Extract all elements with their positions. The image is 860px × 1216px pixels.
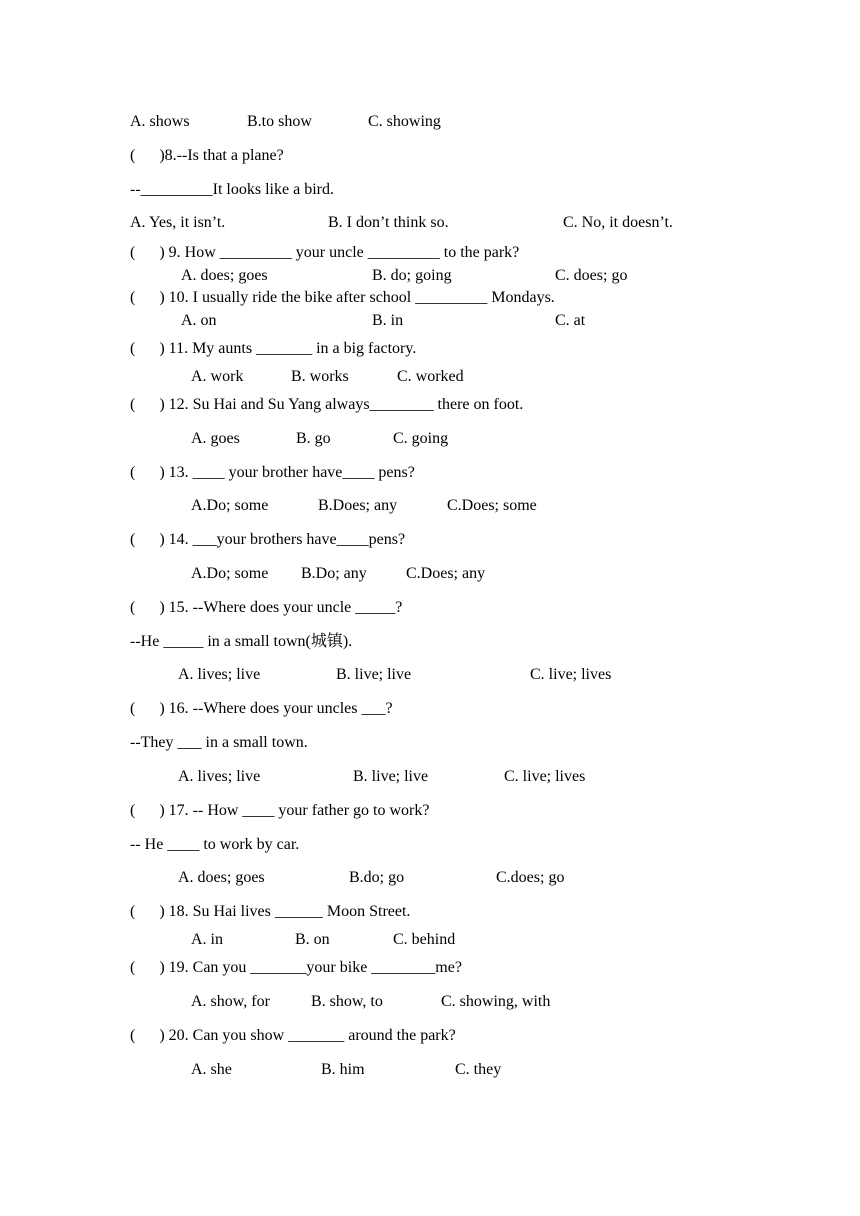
q9-stem: ( ) 9. How _________ your uncle _________ to the park? [130, 244, 520, 261]
q8-response: --_________It looks like a bird. [130, 181, 334, 198]
q18-stem: ( ) 18. Su Hai lives ______ Moon Street. [130, 903, 411, 920]
q8-option-a: A. Yes, it isn’t. [130, 214, 226, 231]
q16-option-b: B. live; live [353, 768, 429, 785]
q12-option-a: A. goes [191, 430, 240, 447]
q19-option-a: A. show, for [191, 993, 270, 1010]
q10-option-c: C. at [555, 312, 586, 329]
q16-option-a: A. lives; live [178, 768, 261, 785]
q19-stem: ( ) 19. Can you _______your bike ________me? [130, 959, 462, 976]
q17-option-b: B.do; go [349, 869, 405, 886]
q7-option-a: A. shows [130, 113, 190, 130]
q16-response: --They ___ in a small town. [130, 734, 308, 751]
q20-option-c: C. they [455, 1061, 502, 1078]
q15-option-a: A. lives; live [178, 666, 261, 683]
q10-option-a: A. on [181, 312, 217, 329]
q17-response: -- He ____ to work by car. [130, 836, 300, 853]
q17-option-c: C.does; go [496, 869, 565, 886]
q13-stem: ( ) 13. ____ your brother have____ pens? [130, 464, 415, 481]
q12-stem: ( ) 12. Su Hai and Su Yang always________ there on foot. [130, 396, 524, 413]
q8-option-c: C. No, it doesn’t. [563, 214, 673, 231]
q9-option-a: A. does; goes [181, 267, 268, 284]
q11-stem: ( ) 11. My aunts _______ in a big factory. [130, 340, 417, 357]
q20-option-a: A. she [191, 1061, 232, 1078]
q14-option-a: A.Do; some [191, 565, 269, 582]
q11-option-a: A. work [191, 368, 244, 385]
q15-option-c: C. live; lives [530, 666, 612, 683]
q13-option-c: C.Does; some [447, 497, 537, 514]
q7-option-b: B.to show [247, 113, 312, 130]
q14-stem: ( ) 14. ___your brothers have____pens? [130, 531, 406, 548]
q19-option-c: C. showing, with [441, 993, 551, 1010]
q7-option-c: C. showing [368, 113, 441, 130]
q15-option-b: B. live; live [336, 666, 412, 683]
q11-option-b: B. works [291, 368, 349, 385]
q15-response: --He _____ in a small town(城镇). [130, 633, 353, 650]
q16-option-c: C. live; lives [504, 768, 586, 785]
q10-stem: ( ) 10. I usually ride the bike after school _________ Mondays. [130, 289, 555, 306]
q17-option-a: A. does; goes [178, 869, 265, 886]
q19-option-b: B. show, to [311, 993, 383, 1010]
q13-option-b: B.Does; any [318, 497, 398, 514]
q15-stem: ( ) 15. --Where does your uncle _____? [130, 599, 403, 616]
q20-option-b: B. him [321, 1061, 365, 1078]
q11-option-c: C. worked [397, 368, 464, 385]
q10-option-b: B. in [372, 312, 404, 329]
q18-option-c: C. behind [393, 931, 456, 948]
q14-option-b: B.Do; any [301, 565, 367, 582]
q9-option-b: B. do; going [372, 267, 452, 284]
q12-option-b: B. go [296, 430, 331, 447]
q8-option-b: B. I don’t think so. [328, 214, 449, 231]
q18-option-b: B. on [295, 931, 330, 948]
q9-option-c: C. does; go [555, 267, 628, 284]
q13-option-a: A.Do; some [191, 497, 269, 514]
q14-option-c: C.Does; any [406, 565, 486, 582]
q20-stem: ( ) 20. Can you show _______ around the park? [130, 1027, 456, 1044]
q18-option-a: A. in [191, 931, 223, 948]
q12-option-c: C. going [393, 430, 449, 447]
q17-stem: ( ) 17. -- How ____ your father go to work? [130, 802, 430, 819]
q8-stem: ( )8.--Is that a plane? [130, 147, 284, 164]
q16-stem: ( ) 16. --Where does your uncles ___? [130, 700, 393, 717]
